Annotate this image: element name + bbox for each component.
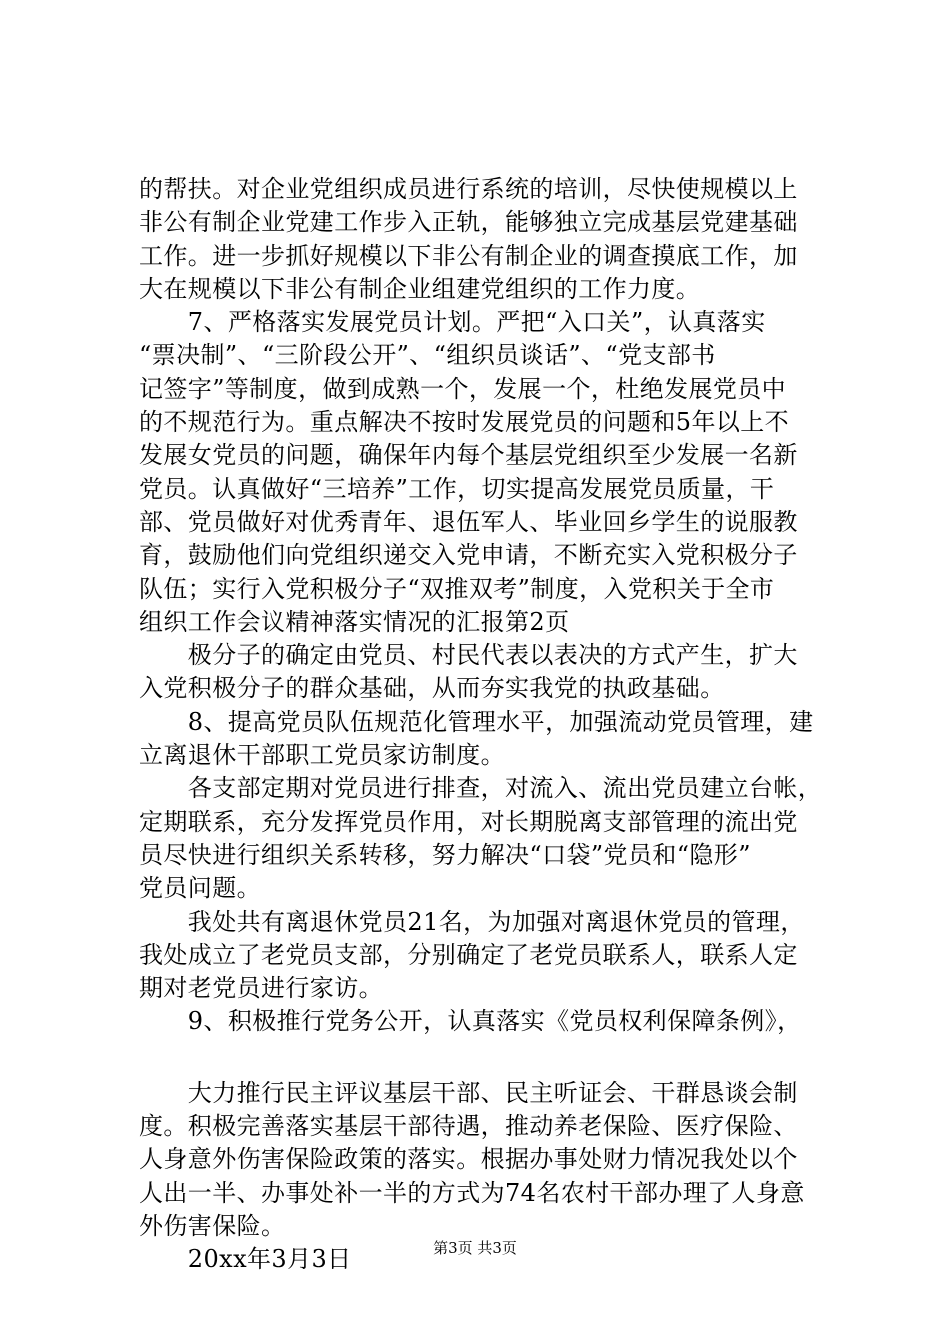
text-line: 我处成立了老党员支部，分别确定了老党员联系人，联系人定: [139, 940, 798, 969]
text-line: 党员。认真做好“三培养”工作，切实提高发展党员质量，干: [139, 474, 775, 503]
page-number: 第3页 共3页: [433, 1239, 517, 1257]
text-line: 极分子的确定由党员、村民代表以表决的方式产生，扩大: [139, 641, 798, 670]
text-line: 记签字”等制度，做到成熟一个，发展一个，杜绝发展党员中: [139, 374, 787, 403]
text-line: 8、提高党员队伍规范化管理水平，加强流动党员管理，建: [139, 707, 814, 736]
text-line: 期对老党员进行家访。: [139, 974, 383, 1003]
text-line: 9、积极推行党务公开，认真落实《党员权利保障条例》，: [139, 1007, 802, 1036]
text-line: 人出一半、办事处补一半的方式为74名农村干部办理了人身意: [139, 1178, 805, 1207]
text-line: “票决制”、“三阶段公开”、“组织员谈话”、“党支部书: [139, 341, 716, 370]
document-date: 20xx年3月3日: [139, 1245, 352, 1274]
text-line: 发展女党员的问题，确保年内每个基层党组织至少发展一名新: [139, 441, 798, 470]
text-line: 我处共有离退休党员21名，为加强对离退休党员的管理，: [139, 907, 805, 936]
text-line: 员尽快进行组织关系转移，努力解决“口袋”党员和“隐形”: [139, 840, 751, 869]
text-line: 立离退休干部职工党员家访制度。: [139, 741, 505, 770]
page-footer: [0, 1238, 950, 1258]
text-line: 度。积极完善落实基层干部待遇，推动养老保险、医疗保险、: [139, 1112, 798, 1141]
text-line: 的帮扶。对企业党组织成员进行系统的培训，尽快使规模以上: [139, 175, 798, 203]
text-line: 各支部定期对党员进行排查，对流入、流出党员建立台帐，: [139, 774, 823, 803]
text-line: 育，鼓励他们向党组织递交入党申请，不断充实入党积极分子: [139, 541, 798, 570]
text-line: 大力推行民主评议基层干部、民主听证会、干群恳谈会制: [139, 1078, 798, 1107]
text-line: 入党积极分子的群众基础，从而夯实我党的执政基础。: [139, 674, 725, 703]
text-line: 7、严格落实发展党员计划。严把“入口关”，认真落实: [139, 308, 766, 337]
document-body: [139, 173, 829, 1277]
text-line: 党员问题。: [139, 874, 261, 903]
text-line: 的不规范行为。重点解决不按时发展党员的问题和5年以上不: [139, 408, 790, 437]
text-line: 工作。进一步抓好规模以下非公有制企业的调查摸底工作，加: [139, 241, 798, 270]
text-line: 部、党员做好对优秀青年、退伍军人、毕业回乡学生的说服教: [139, 507, 798, 536]
text-line: 非公有制企业党建工作步入正轨，能够独立完成基层党建基础: [139, 208, 798, 237]
text-line: 大在规模以下非公有制企业组建党组织的工作力度。: [139, 274, 701, 303]
text-line: 队伍；实行入党积极分子“双推双考”制度，入党积关于全市: [139, 574, 775, 603]
text-line: 定期联系，充分发挥党员作用，对长期脱离支部管理的流出党: [139, 807, 798, 836]
paragraph-gap: [139, 1039, 829, 1077]
text-line: 组织工作会议精神落实情况的汇报第2页: [139, 607, 570, 636]
text-line: 外伤害保险。: [139, 1211, 286, 1240]
text-line: 人身意外伤害保险政策的落实。根据办事处财力情况我处以个: [139, 1145, 798, 1174]
